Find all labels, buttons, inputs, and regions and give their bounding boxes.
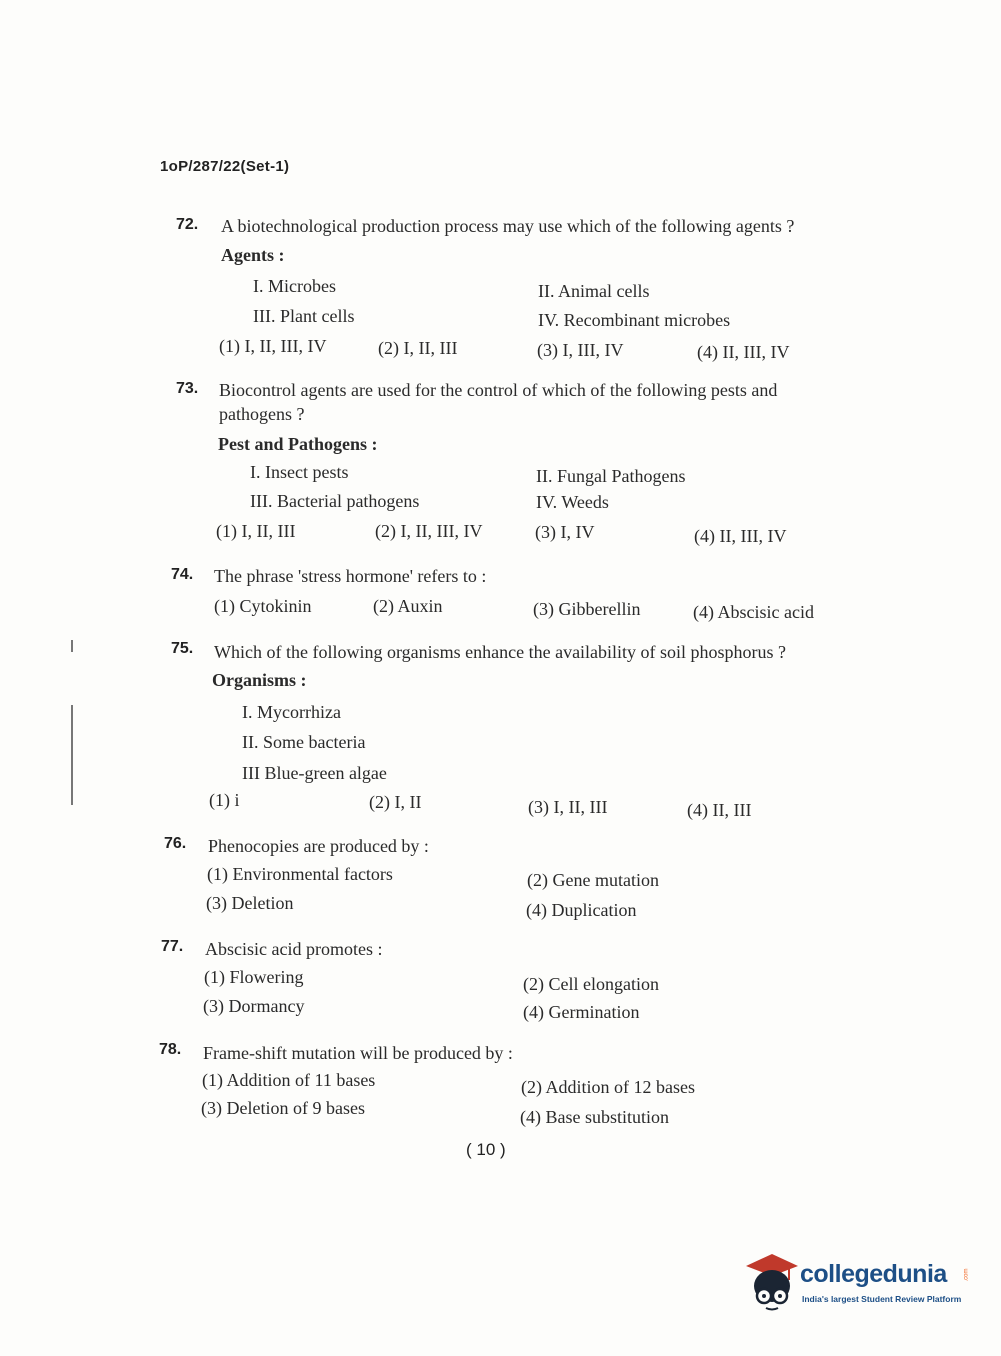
answer-option[interactable]: (3) I, III, IV	[537, 340, 624, 360]
logo-suffix: .com	[963, 1268, 970, 1282]
logo-tagline: India's largest Student Review Platform	[802, 1294, 962, 1304]
answer-option[interactable]: (4) Duplication	[526, 900, 637, 920]
question-number: 73.	[176, 380, 199, 397]
question-number: 75.	[171, 640, 194, 657]
question-subheading: Organisms :	[212, 670, 307, 690]
question-number: 74.	[171, 566, 194, 583]
list-item: I. Mycorrhiza	[242, 702, 341, 722]
question-text: Which of the following organisms enhance the availability of soil phosphorus ?	[214, 642, 787, 662]
paper-code: 1oP/287/22(Set-1)	[160, 158, 290, 175]
question-subheading: Pest and Pathogens :	[218, 434, 378, 454]
question-number: 77.	[161, 938, 184, 955]
answer-option[interactable]: (1) Flowering	[204, 967, 304, 987]
answer-option[interactable]: (2) Addition of 12 bases	[521, 1077, 695, 1097]
answer-option[interactable]: (3) I, IV	[535, 522, 595, 542]
answer-option[interactable]: (4) Germination	[523, 1002, 640, 1022]
answer-option[interactable]: (2) I, II	[369, 792, 422, 812]
question-text: A biotechnological production process may use which of the following agents ?	[221, 216, 795, 236]
question-text-continued: pathogens ?	[219, 404, 305, 424]
list-item: II. Animal cells	[538, 281, 650, 301]
answer-option[interactable]: (1) i	[209, 790, 240, 810]
answer-option[interactable]: (2) I, II, III	[378, 338, 458, 358]
question-text: Phenocopies are produced by :	[208, 836, 429, 856]
answer-option[interactable]: (2) Auxin	[373, 596, 443, 616]
question-text: The phrase 'stress hormone' refers to :	[214, 566, 487, 586]
list-item: IV. Weeds	[536, 492, 609, 512]
question-number: 76.	[164, 835, 187, 852]
logo-name: collegedunia	[800, 1260, 947, 1288]
answer-option[interactable]: (2) Cell elongation	[523, 974, 659, 994]
question-subheading: Agents :	[221, 245, 285, 265]
answer-option[interactable]: (4) II, III, IV	[694, 526, 787, 546]
answer-option[interactable]: (1) I, II, III, IV	[219, 336, 327, 356]
answer-option[interactable]: (3) Deletion	[206, 893, 294, 913]
answer-option[interactable]: (4) Base substitution	[520, 1107, 669, 1127]
list-item: II. Fungal Pathogens	[536, 466, 686, 486]
question-number: 72.	[176, 216, 199, 233]
list-item: III Blue-green algae	[242, 763, 387, 783]
list-item: III. Plant cells	[253, 306, 355, 326]
list-item: III. Bacterial pathogens	[250, 491, 420, 511]
answer-option[interactable]: (4) II, III	[687, 800, 752, 820]
answer-option[interactable]: (3) Gibberellin	[533, 599, 641, 619]
answer-option[interactable]: (2) I, II, III, IV	[375, 521, 483, 541]
question-number: 78.	[159, 1041, 182, 1058]
list-item: I. Microbes	[253, 276, 336, 296]
mascot-icon	[742, 1250, 800, 1316]
list-item: I. Insect pests	[250, 462, 349, 482]
answer-option[interactable]: (4) II, III, IV	[697, 342, 790, 362]
answer-option[interactable]: (1) I, II, III	[216, 521, 296, 541]
collegedunia-logo[interactable]	[742, 1250, 972, 1316]
question-text: Abscisic acid promotes :	[205, 939, 383, 959]
answer-option[interactable]: (2) Gene mutation	[527, 870, 659, 890]
answer-option[interactable]: (3) Deletion of 9 bases	[201, 1098, 365, 1118]
answer-option[interactable]: (1) Cytokinin	[214, 596, 312, 616]
answer-option[interactable]: (4) Abscisic acid	[693, 602, 814, 622]
list-item: II. Some bacteria	[242, 732, 366, 752]
answer-option[interactable]: (3) I, II, III	[528, 797, 608, 817]
question-text: Frame-shift mutation will be produced by :	[203, 1043, 513, 1063]
binding-mark	[71, 640, 73, 652]
page-number: ( 10 )	[466, 1140, 506, 1159]
binding-mark	[71, 705, 73, 805]
answer-option[interactable]: (1) Environmental factors	[207, 864, 393, 884]
answer-option[interactable]: (1) Addition of 11 bases	[202, 1070, 376, 1090]
list-item: IV. Recombinant microbes	[538, 310, 731, 330]
answer-option[interactable]: (3) Dormancy	[203, 996, 305, 1016]
question-text: Biocontrol agents are used for the control of which of the following pests and	[219, 380, 778, 400]
